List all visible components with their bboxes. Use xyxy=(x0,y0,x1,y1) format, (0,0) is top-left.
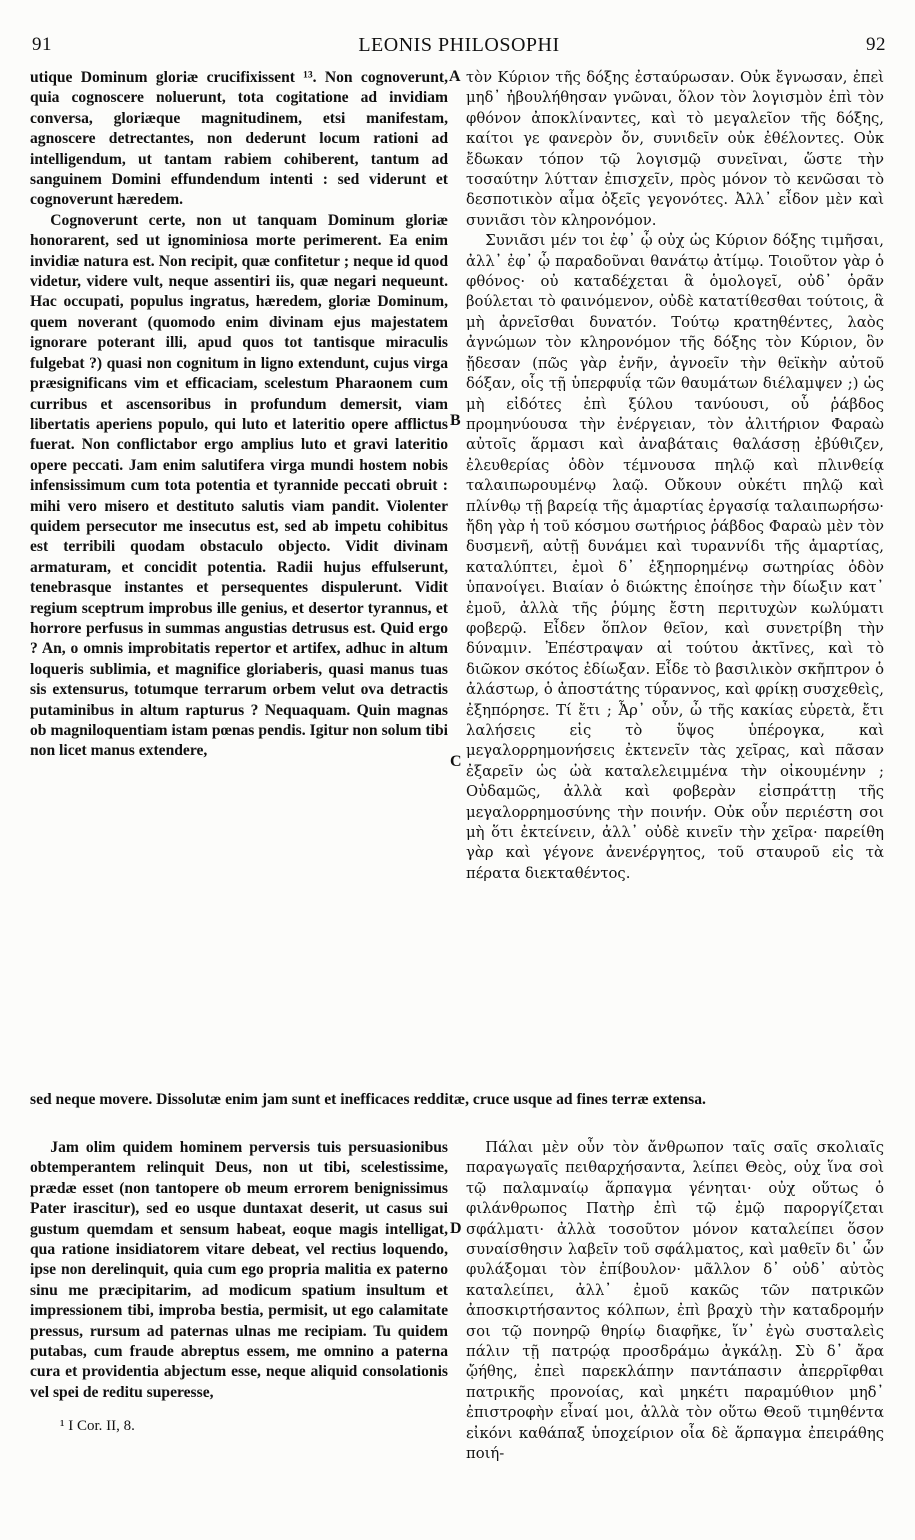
greek-paragraph: τὸν Κύριον τῆς δόξης ἐσταύρωσαν. Οὐκ ἔγνωσαν, ἐπεὶ μηδ᾽ ἠβουλήθησαν γνῶναι, ὅλον τὸν λογισμὸν ἐπὶ τὸν φθόνον ἀποκλίναντες, καὶ τὸ μεγαλεῖον τῆς δόξης, καίτοι γε φανερὸν ὄν, συνιδεῖν οὐκ ἐθέλοντες. Οὐκ ἔδωκαν τόπον τῷ λογισμῷ συνεῖναι, ὥστε τὴν τοσαύτην λύτταν ἐπισχεῖν, πρὸς μόνον τὸ κενῶσαι τὸ δεσποτικὸν αἷμα ὀξεῖς γεγονότες. Ἀλλ᾽ εἶδον μὲν καὶ συνιᾶσι τὸν κληρονόμον. xyxy=(466,69,884,229)
page-header xyxy=(30,32,888,62)
section-marker-c: C xyxy=(450,753,462,770)
latin-paragraph: Cognoverunt certe, non ut tanquam Dominum gloriæ honorarent, sed ut ignominiosa morte perimerent. Ea enim invidiæ natura est. Non recipit, quæ confitetur ; neque id quod videtur, videre vult, neque assentiri iis, quæ negari nequeunt. Hac occupati, populus ingratus, hæredem, gloriæ Dominum, quem noverant (quomodo enim divinam ejus majestatem ignorare poterant illi, apud quos tot tantisque miraculis fulgebat ?) quasi non cognitum in ligno extendunt, cujus virga præsignificans vim et efficaciam, scelestum Pharaonem cum curribus et ascensoribus in profundum demersit, viam libertatis aperiens populo, qui luto et lateritio opere afflictus fuerat. Non conflictabor ergo amplius luto et gravi lateritio opere peccati. Jam enim salutifera virga mundi hostem nobis infensissimum cum tota potentia et tyrannide peccati obruit : mihi vero misero et destituto salutis viam pandit. Violenter quidem persecutor me insecutus est, sed ab impetu cohibitus est terribili quodam obstaculo objecto. Vidit divinam armaturam, et concidit potentia. Radii hujus effulserunt, tenebrasque instantes et persequentes dispulerunt. Vidit regium sceptrum improbus ille genius, et desertor tyrannus, et horrore perfusus in summas angustias detrusus est. Quid ergo ? An, o omnis improbitatis repertor et artifex, adhuc in altum loqueris sublimia, et magnifice gloriaberis, quasi manus tuas sis extensurus, totumque terrarum orbem velut ova detractis putaminibus in altum rapturus ? Nequaquam. Quin magnas ob magniloquentiam istam pœnas pendis. Igitur non solum tibi non licet manus extendere, xyxy=(30,211,448,760)
section-marker-d: D xyxy=(450,1220,462,1237)
latin-paragraph: Jam olim quidem hominem perversis tuis persuasionibus obtemperantem relinquit Deus, non ut tibi, scelestissime, prædæ esset (non tantopere ob meum errorem benignissimus Pater irascitur), sed eo usque duntaxat deserit, ut casus sui gustum quemdam et sensum habeat, eoque magis intelligat, qua ratione insidiatorem vitare debeat, vel rectius loquendo, ipse non derelinquit, quia cum ego propria malitia ex paterno sinu me præcipitarim, ad modicum spatium insultum et impressionem tibi, improba bestia, permisit, ut ego calamitate pressus, rursum ad paternas ulnas me recipiam. Tu quidem putabas, cum fraude abreptus essem, me omnino a paterna cura et providentia abjectum esse, neque aliquid consolationis vel spei de reditu superesse, xyxy=(30,1139,448,1401)
latin-span-line: sed neque movere. Dissolutæ enim jam sunt et inefficaces redditæ, cruce usque ad fines terræ extensa. xyxy=(30,1091,706,1108)
footnote: ¹ I Cor. II, 8. xyxy=(60,1418,135,1434)
page-number-right: 92 xyxy=(866,34,886,55)
greek-column-1 xyxy=(466,68,884,1090)
greek-column-2 xyxy=(466,1138,884,1463)
running-head: LEONIS PHILOSOPHI xyxy=(358,34,560,56)
greek-paragraph: Συνιᾶσι μέν τοι ἐφ᾽ ᾧ οὐχ ὡς Κύριον δόξης τιμῆσαι, ἀλλ᾽ ἐφ᾽ ᾧ παραδοῦναι θανάτῳ ἀτίμῳ. Τοιοῦτον γὰρ ὁ φθόνος· οὐ καταδέχεται ἃ ὁμολογεῖ, οὐδ᾽ ὁρᾶν βούλεται τὸ φαινόμενον, οὐδὲ κατατίθεσθαι τούτοις, ἃ μὴ ἀρνεῖσθαι δυνατόν. Τούτῳ κρατηθέντες, λαὸς ἀγνώμων τὸν κληρονόμον τῆς δόξης τὸν Κύριον, ὃν ᾔδεσαν (πῶς γὰρ ἐνῆν, ἀγνοεῖν τὴν θεϊκὴν αὐτοῦ δόξαν, οἷς τῇ ὑπερφυΐᾳ τῶν θαυμάτων διέλαμψεν ;) ὡς μὴ εἰδότες ἐπὶ ξύλου τανύουσι, οὗ ῥάβδος προμηνύουσα τὴν ἐνέργειαν, τὸν ἀλιτήριον Φαραὼ αὐτοῖς ἅρμασι καὶ ἀναβάταις θαλάσσῃ ἐβύθιζεν, ἐλευθερίας ὁδὸν τέμνουσα πηλῷ καὶ πλινθείᾳ ταλαιπωρουμένῳ λαῷ. Οὔκουν οὐκέτι πηλῷ καὶ πλίνθῳ τῇ βαρείᾳ τῆς ἁμαρτίας ἐργασίᾳ ταλαιπωρήσω· ἤδη γὰρ ἡ τοῦ κόσμου σωτήριος ῥάβδος Φαραὼ μὲν τὸν δυσμενῆ, αὐτῇ δυνάμει καὶ τυραννίδι τῆς ἁμαρτίας, καταλύπτει, ἐμοὶ δ᾽ ἐξηπορημένῳ σωτηρίας ὁδὸν ὑπανοίγει. Βιαίαν ὁ διώκτης ἐποίησε τὴν δίωξιν κατ᾽ ἐμοῦ, ἀλλὰ τῆς ῥύμης ἔστη περιτυχὼν κωλύματι φοβερῷ. Εἶδεν ὅπλον θεῖον, καὶ συνετρίβη τὴν δύναμιν. Ἐπέστραψαν αἱ τούτου ἀκτῖνες, καὶ τὸ διῶκον σκότος ἐδίωξαν. Εἶδε τὸ βασιλικὸν σκῆπτρον ὁ ἀλάστωρ, ὁ ἀποστάτης τύραννος, καὶ φρίκῃ συσχεθεὶς, ἐξηπόρησε. Τί ἔτι ; Ἆρ᾽ οὖν, ὦ τῆς κακίας εὑρετὰ, ἔτι λαλήσεις εἰς τὸ ὕψος ὑπέρογκα, καὶ μεγαλορρημονήσεις ἐκτενεῖν τὰς χεῖρας, καὶ πᾶσαν ἐξαρεῖν ὡς ὠὰ καταλελειμμένα τὴν οἰκουμένην ; Οὐδαμῶς, ἀλλὰ καὶ φοβερὰν εἰσπράττῃ τῆς μεγαλορρημοσύνης τὴν ποινήν. Οὐκ οὖν περιέστη σοι μὴ ὅτι ἐκτείνειν, ἀλλ᾽ οὐδὲ κινεῖν τὴν χεῖρα· παρείθη γὰρ καὶ γέγονε ἀνενέργητος, τοῦ σταυροῦ εἰς τὰ πέρατα διεκταθέντος. xyxy=(466,232,884,882)
latin-paragraph: utique Dominum gloriæ crucifixissent ¹³. Non cognoverunt, quia cognoscere noluerunt, tota cogitatione ad invidiam conversa, gloriæque magnitudinem, etsi manifestam, agnoscere detrectantes, non dederunt locum rationi ad intelligendum, ut tantam rabiem cohiberent, tantum ad sanguinem Domini effundendum intenti : sed viderunt et cognoverunt hæredem. xyxy=(30,69,448,209)
latin-column-1 xyxy=(30,68,448,1090)
section-marker-a: A xyxy=(449,68,461,85)
page-number-left: 91 xyxy=(32,34,52,55)
greek-paragraph: Πάλαι μὲν οὖν τὸν ἄνθρωπον ταῖς σαῖς σκολιαῖς παραγωγαῖς πειθαρχήσαντα, λείπει Θεὸς, οὐχ ἵνα σοὶ τῷ παλαμναίῳ ἅρπαγμα γένηται· οὐχ οὕτως ὁ φιλάνθρωπος Πατὴρ ἐπὶ τῷ ἐμῷ παροργίζεται σφάλματι· ἀλλὰ τοσοῦτον μόνον καταλείπει ὅσον συναίσθησιν λαβεῖν τοῦ σφάλματος, καὶ μαθεῖν δι᾽ ὧν φυλάξομαι τὸν ἐπίβουλον· μᾶλλον δ᾽ οὐδ᾽ αὐτὸς καταλείπει, ἀλλ᾽ ἐμοῦ κακῶς τῶν πατρικῶν ἀποσκιρτήσαντος κόλπων, ἐπὶ βραχὺ τὴν καταδρομήν σοι τῷ πονηρῷ θηρίῳ διαφῆκε, ἵν᾽ ἐγὼ συσταλεὶς πάλιν τῇ πατρῴᾳ προσδράμω ἀγκάλῃ. Σὺ δ᾽ ἄρα ᾤήθης, ἐπεὶ παρεκλάπην παντάπασιν ἀπερρῖφθαι πατρικῆς προνοίας, καὶ μηκέτι παραμύθιον μηδ᾽ ἐπιστροφὴν εἶναί μοι, ἀλλὰ τὸν οὕτω Θεοῦ τιμηθέντα εἰκόνι καθάπαξ ὑποχείριον οἷα δὲ ἅρπαγμα ἐπειράθης ποιή- xyxy=(466,1139,884,1463)
latin-column-2 xyxy=(30,1138,448,1403)
section-marker-b: B xyxy=(450,412,461,429)
